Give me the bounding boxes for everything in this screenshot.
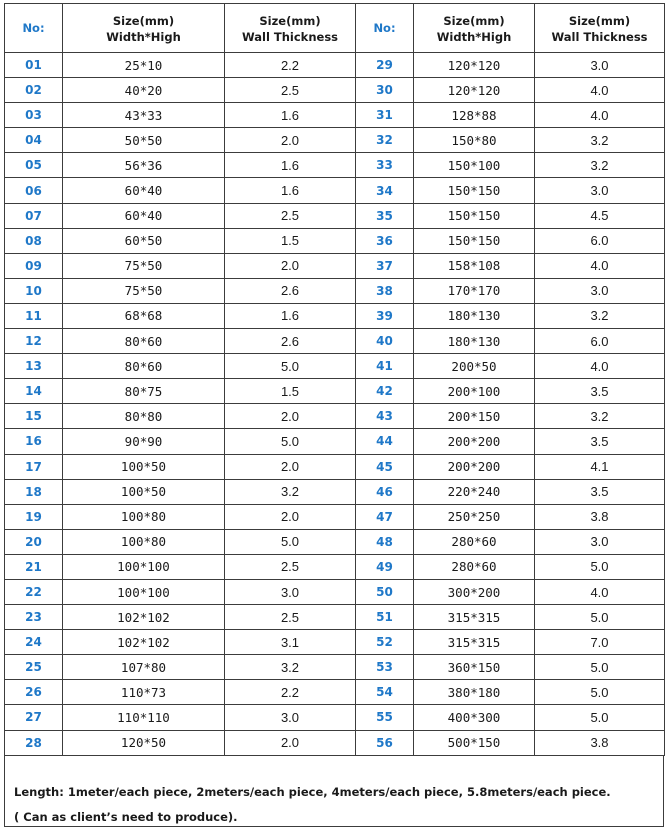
size-cell: 60*40 [63, 203, 225, 228]
wall-thickness-cell: 4.0 [535, 103, 665, 128]
size-cell: 280*60 [414, 529, 535, 554]
table-row [5, 579, 665, 604]
wall-thickness-cell: 3.5 [535, 379, 665, 404]
size-cell: 400*300 [414, 705, 535, 730]
size-cell: 110*110 [63, 705, 225, 730]
size-cell: 50*50 [63, 128, 225, 153]
size-cell: 250*250 [414, 504, 535, 529]
row-number: 24 [5, 630, 63, 655]
size-cell: 102*102 [63, 630, 225, 655]
row-number: 03 [5, 103, 63, 128]
wall-thickness-cell: 1.6 [225, 178, 356, 203]
wall-thickness-cell: 5.0 [535, 605, 665, 630]
wall-thickness-cell: 3.0 [535, 278, 665, 303]
wall-thickness-cell: 3.2 [535, 128, 665, 153]
wall-thickness-cell: 3.2 [535, 153, 665, 178]
table-row [5, 253, 665, 278]
size-cell: 25*10 [63, 53, 225, 78]
row-number: 08 [5, 228, 63, 253]
table-row [5, 153, 665, 178]
row-number: 51 [356, 605, 414, 630]
wall-thickness-cell: 2.0 [225, 128, 356, 153]
wall-thickness-cell: 1.6 [225, 303, 356, 328]
row-number: 32 [356, 128, 414, 153]
row-number: 33 [356, 153, 414, 178]
wall-thickness-cell: 2.2 [225, 53, 356, 78]
table-row [5, 379, 665, 404]
table-row [5, 454, 665, 479]
wall-thickness-cell: 3.2 [535, 303, 665, 328]
header-wall-right: Size(mm) [535, 4, 665, 29]
row-number: 36 [356, 228, 414, 253]
row-number: 42 [356, 379, 414, 404]
row-number: 30 [356, 78, 414, 103]
row-number: 31 [356, 103, 414, 128]
wall-thickness-cell: 2.0 [225, 404, 356, 429]
size-cell: 120*120 [414, 78, 535, 103]
row-number: 54 [356, 680, 414, 705]
size-cell: 107*80 [63, 655, 225, 680]
row-number: 43 [356, 404, 414, 429]
size-cell: 170*170 [414, 278, 535, 303]
size-cell: 80*60 [63, 354, 225, 379]
wall-thickness-cell: 7.0 [535, 630, 665, 655]
wall-thickness-cell: 3.8 [535, 504, 665, 529]
table-row [5, 329, 665, 354]
header-no-left: No: [5, 4, 63, 53]
wall-thickness-cell: 1.6 [225, 103, 356, 128]
table-row [5, 203, 665, 228]
table-row [5, 78, 665, 103]
header-wall-sub-right: Wall Thickness [535, 28, 665, 53]
wall-thickness-cell: 5.0 [535, 554, 665, 579]
row-number: 22 [5, 579, 63, 604]
row-number: 48 [356, 529, 414, 554]
wall-thickness-cell: 6.0 [535, 228, 665, 253]
wall-thickness-cell: 5.0 [225, 354, 356, 379]
header-no-right: No: [356, 4, 414, 53]
row-number: 07 [5, 203, 63, 228]
size-cell: 500*150 [414, 730, 535, 755]
size-cell: 300*200 [414, 579, 535, 604]
size-cell: 40*20 [63, 78, 225, 103]
row-number: 21 [5, 554, 63, 579]
size-cell: 60*50 [63, 228, 225, 253]
wall-thickness-cell: 3.2 [535, 404, 665, 429]
row-number: 55 [356, 705, 414, 730]
wall-thickness-cell: 3.5 [535, 429, 665, 454]
row-number: 19 [5, 504, 63, 529]
size-cell: 315*315 [414, 630, 535, 655]
row-number: 09 [5, 253, 63, 278]
table-row [5, 680, 665, 705]
wall-thickness-cell: 3.0 [225, 579, 356, 604]
row-number: 28 [5, 730, 63, 755]
size-cell: 90*90 [63, 429, 225, 454]
size-cell: 102*102 [63, 605, 225, 630]
table-row [5, 303, 665, 328]
size-cell: 100*100 [63, 554, 225, 579]
size-cell: 280*60 [414, 554, 535, 579]
wall-thickness-cell: 2.5 [225, 605, 356, 630]
wall-thickness-cell: 4.0 [535, 579, 665, 604]
row-number: 18 [5, 479, 63, 504]
size-cell: 43*33 [63, 103, 225, 128]
row-number: 27 [5, 705, 63, 730]
wall-thickness-cell: 3.0 [535, 529, 665, 554]
wall-thickness-cell: 2.5 [225, 203, 356, 228]
row-number: 34 [356, 178, 414, 203]
size-cell: 360*150 [414, 655, 535, 680]
size-cell: 80*75 [63, 379, 225, 404]
row-number: 05 [5, 153, 63, 178]
table-row [5, 705, 665, 730]
size-cell: 120*120 [414, 53, 535, 78]
row-number: 16 [5, 429, 63, 454]
wall-thickness-cell: 1.5 [225, 379, 356, 404]
header-size-sub-right: Width*High [414, 28, 535, 53]
size-cell: 200*200 [414, 454, 535, 479]
size-cell: 150*80 [414, 128, 535, 153]
row-number: 29 [356, 53, 414, 78]
table-row [5, 504, 665, 529]
size-cell: 100*50 [63, 479, 225, 504]
row-number: 40 [356, 329, 414, 354]
row-number: 11 [5, 303, 63, 328]
wall-thickness-cell: 3.0 [225, 705, 356, 730]
row-number: 12 [5, 329, 63, 354]
table-row [5, 630, 665, 655]
row-number: 04 [5, 128, 63, 153]
row-number: 02 [5, 78, 63, 103]
size-table [4, 3, 665, 756]
table-row [5, 730, 665, 755]
row-number: 39 [356, 303, 414, 328]
size-cell: 150*100 [414, 153, 535, 178]
wall-thickness-cell: 2.2 [225, 680, 356, 705]
wall-thickness-cell: 5.0 [225, 529, 356, 554]
wall-thickness-cell: 4.5 [535, 203, 665, 228]
size-cell: 380*180 [414, 680, 535, 705]
length-note-line1: Length: 1meter/each piece, 2meters/each piece, 4meters/each piece, 5.8meters/each piece. [14, 784, 611, 799]
row-number: 06 [5, 178, 63, 203]
table-row [5, 554, 665, 579]
wall-thickness-cell: 3.8 [535, 730, 665, 755]
size-cell: 200*50 [414, 354, 535, 379]
spec-sheet [4, 3, 664, 827]
size-cell: 75*50 [63, 253, 225, 278]
table-row [5, 529, 665, 554]
row-number: 49 [356, 554, 414, 579]
header-size-left: Size(mm) [63, 4, 225, 29]
size-cell: 220*240 [414, 479, 535, 504]
size-cell: 100*50 [63, 454, 225, 479]
wall-thickness-cell: 2.0 [225, 504, 356, 529]
row-number: 26 [5, 680, 63, 705]
size-cell: 110*73 [63, 680, 225, 705]
size-cell: 200*150 [414, 404, 535, 429]
table-row [5, 605, 665, 630]
table-header [5, 4, 665, 53]
size-cell: 100*80 [63, 504, 225, 529]
length-note [4, 756, 664, 827]
table-row [5, 655, 665, 680]
header-size-right: Size(mm) [414, 4, 535, 29]
wall-thickness-cell: 3.1 [225, 630, 356, 655]
size-cell: 200*100 [414, 379, 535, 404]
size-cell: 68*68 [63, 303, 225, 328]
row-number: 10 [5, 278, 63, 303]
size-cell: 150*150 [414, 228, 535, 253]
table-row [5, 178, 665, 203]
wall-thickness-cell: 2.6 [225, 278, 356, 303]
row-number: 14 [5, 379, 63, 404]
table-row [5, 429, 665, 454]
row-number: 17 [5, 454, 63, 479]
row-number: 23 [5, 605, 63, 630]
row-number: 50 [356, 579, 414, 604]
size-cell: 150*150 [414, 178, 535, 203]
size-cell: 100*80 [63, 529, 225, 554]
row-number: 37 [356, 253, 414, 278]
header-size-sub-left: Width*High [63, 28, 225, 53]
wall-thickness-cell: 2.5 [225, 78, 356, 103]
size-cell: 158*108 [414, 253, 535, 278]
size-cell: 315*315 [414, 605, 535, 630]
wall-thickness-cell: 5.0 [535, 705, 665, 730]
wall-thickness-cell: 4.1 [535, 454, 665, 479]
size-cell: 60*40 [63, 178, 225, 203]
row-number: 45 [356, 454, 414, 479]
header-wall-sub-left: Wall Thickness [225, 28, 356, 53]
row-number: 46 [356, 479, 414, 504]
table-body [5, 53, 665, 756]
wall-thickness-cell: 3.5 [535, 479, 665, 504]
size-cell: 120*50 [63, 730, 225, 755]
table-row [5, 128, 665, 153]
wall-thickness-cell: 2.0 [225, 454, 356, 479]
table-row [5, 354, 665, 379]
row-number: 52 [356, 630, 414, 655]
header-wall-left: Size(mm) [225, 4, 356, 29]
table-row [5, 103, 665, 128]
wall-thickness-cell: 3.0 [535, 178, 665, 203]
wall-thickness-cell: 2.6 [225, 329, 356, 354]
wall-thickness-cell: 4.0 [535, 253, 665, 278]
size-cell: 75*50 [63, 278, 225, 303]
table-row [5, 479, 665, 504]
row-number: 41 [356, 354, 414, 379]
row-number: 47 [356, 504, 414, 529]
wall-thickness-cell: 3.2 [225, 655, 356, 680]
wall-thickness-cell: 2.5 [225, 554, 356, 579]
size-cell: 128*88 [414, 103, 535, 128]
row-number: 44 [356, 429, 414, 454]
wall-thickness-cell: 1.5 [225, 228, 356, 253]
wall-thickness-cell: 2.0 [225, 253, 356, 278]
size-cell: 180*130 [414, 303, 535, 328]
table-row [5, 53, 665, 78]
row-number: 38 [356, 278, 414, 303]
wall-thickness-cell: 2.0 [225, 730, 356, 755]
size-cell: 80*60 [63, 329, 225, 354]
wall-thickness-cell: 1.6 [225, 153, 356, 178]
row-number: 01 [5, 53, 63, 78]
size-cell: 100*100 [63, 579, 225, 604]
table-row [5, 278, 665, 303]
wall-thickness-cell: 5.0 [225, 429, 356, 454]
size-cell: 56*36 [63, 153, 225, 178]
row-number: 53 [356, 655, 414, 680]
wall-thickness-cell: 5.0 [535, 680, 665, 705]
row-number: 25 [5, 655, 63, 680]
wall-thickness-cell: 3.0 [535, 53, 665, 78]
table-row [5, 228, 665, 253]
row-number: 20 [5, 529, 63, 554]
wall-thickness-cell: 5.0 [535, 655, 665, 680]
size-cell: 180*130 [414, 329, 535, 354]
table-row [5, 404, 665, 429]
row-number: 13 [5, 354, 63, 379]
length-note-line2: ( Can as client’s need to produce). [14, 809, 238, 824]
row-number: 56 [356, 730, 414, 755]
wall-thickness-cell: 4.0 [535, 354, 665, 379]
size-cell: 80*80 [63, 404, 225, 429]
wall-thickness-cell: 3.2 [225, 479, 356, 504]
wall-thickness-cell: 4.0 [535, 78, 665, 103]
size-cell: 150*150 [414, 203, 535, 228]
row-number: 35 [356, 203, 414, 228]
size-cell: 200*200 [414, 429, 535, 454]
row-number: 15 [5, 404, 63, 429]
wall-thickness-cell: 6.0 [535, 329, 665, 354]
